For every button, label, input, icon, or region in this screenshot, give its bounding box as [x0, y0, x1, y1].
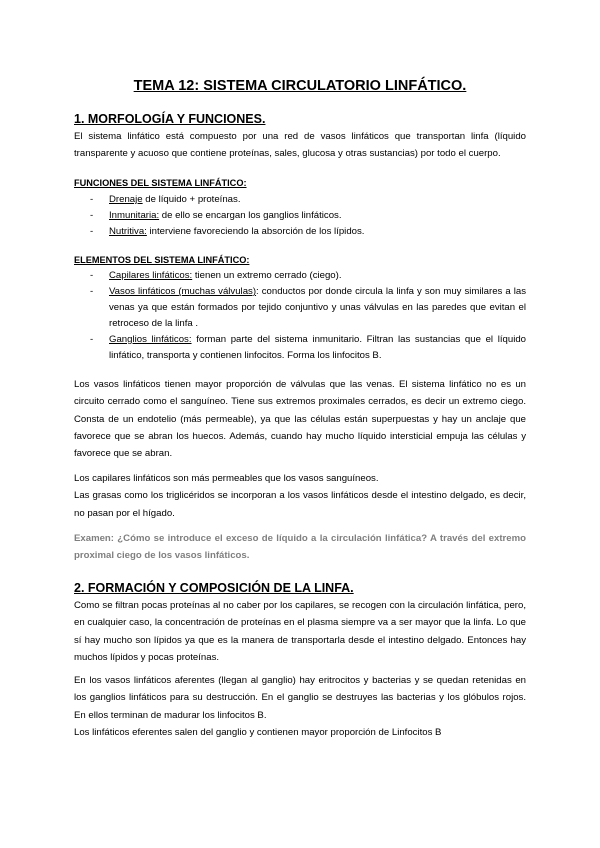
list-item-term: Inmunitaria: — [109, 210, 160, 221]
paragraph-capilares — [74, 470, 526, 522]
list-item-term: Capilares linfáticos: — [109, 270, 193, 281]
paragraph-line: Los linfáticos eferentes salen del ganglio y contienen mayor proporción de Linfocitos B — [74, 726, 442, 738]
list-item-text: tienen un extremo cerrado (ciego). — [192, 270, 342, 281]
paragraph-proteinas: Como se filtran pocas proteínas al no caber por los capilares, se recogen con la circulación linfática, pero, en cualquier caso, la concentración de proteínas en el plasma siempre va a ser mayor que la linfa. Lo que sí hay mucho son lípidos ya que es la manera de transportarla desde el intestino delgado. Entonces hay muchos lípidos y pocas proteínas. — [74, 600, 526, 663]
section-1-intro: El sistema linfático está compuesto por una red de vasos linfáticos que transportan linfa (líquido transparente y acuoso que contiene proteínas, sales, glucosa y otras sustancias) por todo el cuerpo. — [74, 131, 526, 160]
list-item-text: de ello se encargan los ganglios linfáticos. — [159, 210, 342, 221]
elementos-heading: ELEMENTOS DEL SISTEMA LINFÁTICO: — [74, 255, 250, 265]
paragraph-line: Las grasas como los triglicéridos se incorporan a los vasos linfáticos desde el intestino delgado, es decir, no pasan por el hígado. — [74, 490, 526, 519]
paragraph-line: Los capilares linfáticos son más permeables que los vasos sanguíneos. — [74, 473, 379, 484]
list-item: - Inmunitaria: de ello se encargan los ganglios linfáticos. — [90, 210, 342, 221]
exam-note: Examen: ¿Cómo se introduce el exceso de líquido a la circulación linfática? A través del extremo proximal ciego de los vasos linfáticos. — [74, 533, 526, 562]
document-title: TEMA 12: SISTEMA CIRCULATORIO LINFÁTICO. — [133, 78, 467, 94]
list-item-text: forman parte del sistema inmunitario. Filtran las sustancias que el líquido linfático, transporta y contienen linfocitos. Forma los linfocitos B. — [109, 334, 526, 361]
paragraph-text: En los vasos linfáticos aferentes (llegan al ganglio) hay eritrocitos y bacterias y se quedan retenidas en los ganglios linfáticos para su destrucción. En el ganglio se destruyes las bacterias y los glóbulos rojos. En ellos terminan de madurar los linfocitos B. — [74, 675, 526, 721]
section-2-heading: 2. FORMACIÓN Y COMPOSICIÓN DE LA LINFA. — [74, 581, 354, 595]
elementos-list — [74, 268, 526, 364]
funciones-heading: FUNCIONES DEL SISTEMA LINFÁTICO: — [74, 178, 247, 188]
list-item: - Vasos linfáticos (muchas válvulas): conductos por donde circula la linfa y son muy similares a las venas ya que están formados por tejido conjuntivo y unas válvulas en las paredes que evitan el retroceso de la linfa . — [90, 286, 526, 329]
list-item-text: : conductos por donde circula la linfa y son muy similares a las venas ya que están formados por tejido conjuntivo y unas válvulas en las paredes que evitan el retroceso de la linfa . — [109, 286, 526, 329]
list-item: - Ganglios linfáticos: forman parte del sistema inmunitario. Filtran las sustancias que el líquido linfático, transporta y contienen linfocitos. Forma los linfocitos B. — [90, 334, 526, 361]
list-item-term: Drenaje — [109, 194, 143, 205]
list-item: - Nutritiva: interviene favoreciendo la absorción de los lípidos. — [90, 226, 365, 237]
list-item: - Drenaje de líquido + proteínas. — [90, 194, 241, 205]
list-item-term: Vasos linfáticos (muchas válvulas) — [109, 286, 257, 297]
section-1-heading: 1. MORFOLOGÍA Y FUNCIONES. — [74, 112, 266, 126]
list-item: - Capilares linfáticos: tienen un extremo cerrado (ciego). — [90, 270, 342, 281]
paragraph-valvulas: Los vasos linfáticos tienen mayor proporción de válvulas que las venas. El sistema linfático no es un circuito cerrado como el sanguíneo. Tiene sus extremos proximales cerrados, es decir un extremo ciego. Consta de un endotelio (más permeable), ya que las células están superpuestas y hay un anclaje que favorece que se abran los huecos. Además, cuando hay mucho líquido intersticial empuja las células y favorece que se abran. — [74, 379, 526, 460]
funciones-list — [74, 192, 526, 240]
list-item-text: de líquido + proteínas. — [142, 194, 241, 205]
list-item-text: interviene favoreciendo la absorción de los lípidos. — [146, 226, 365, 237]
paragraph-aferentes — [74, 672, 526, 741]
list-item-term: Nutritiva: — [109, 226, 147, 237]
list-item-term: Ganglios linfáticos: — [109, 334, 192, 345]
